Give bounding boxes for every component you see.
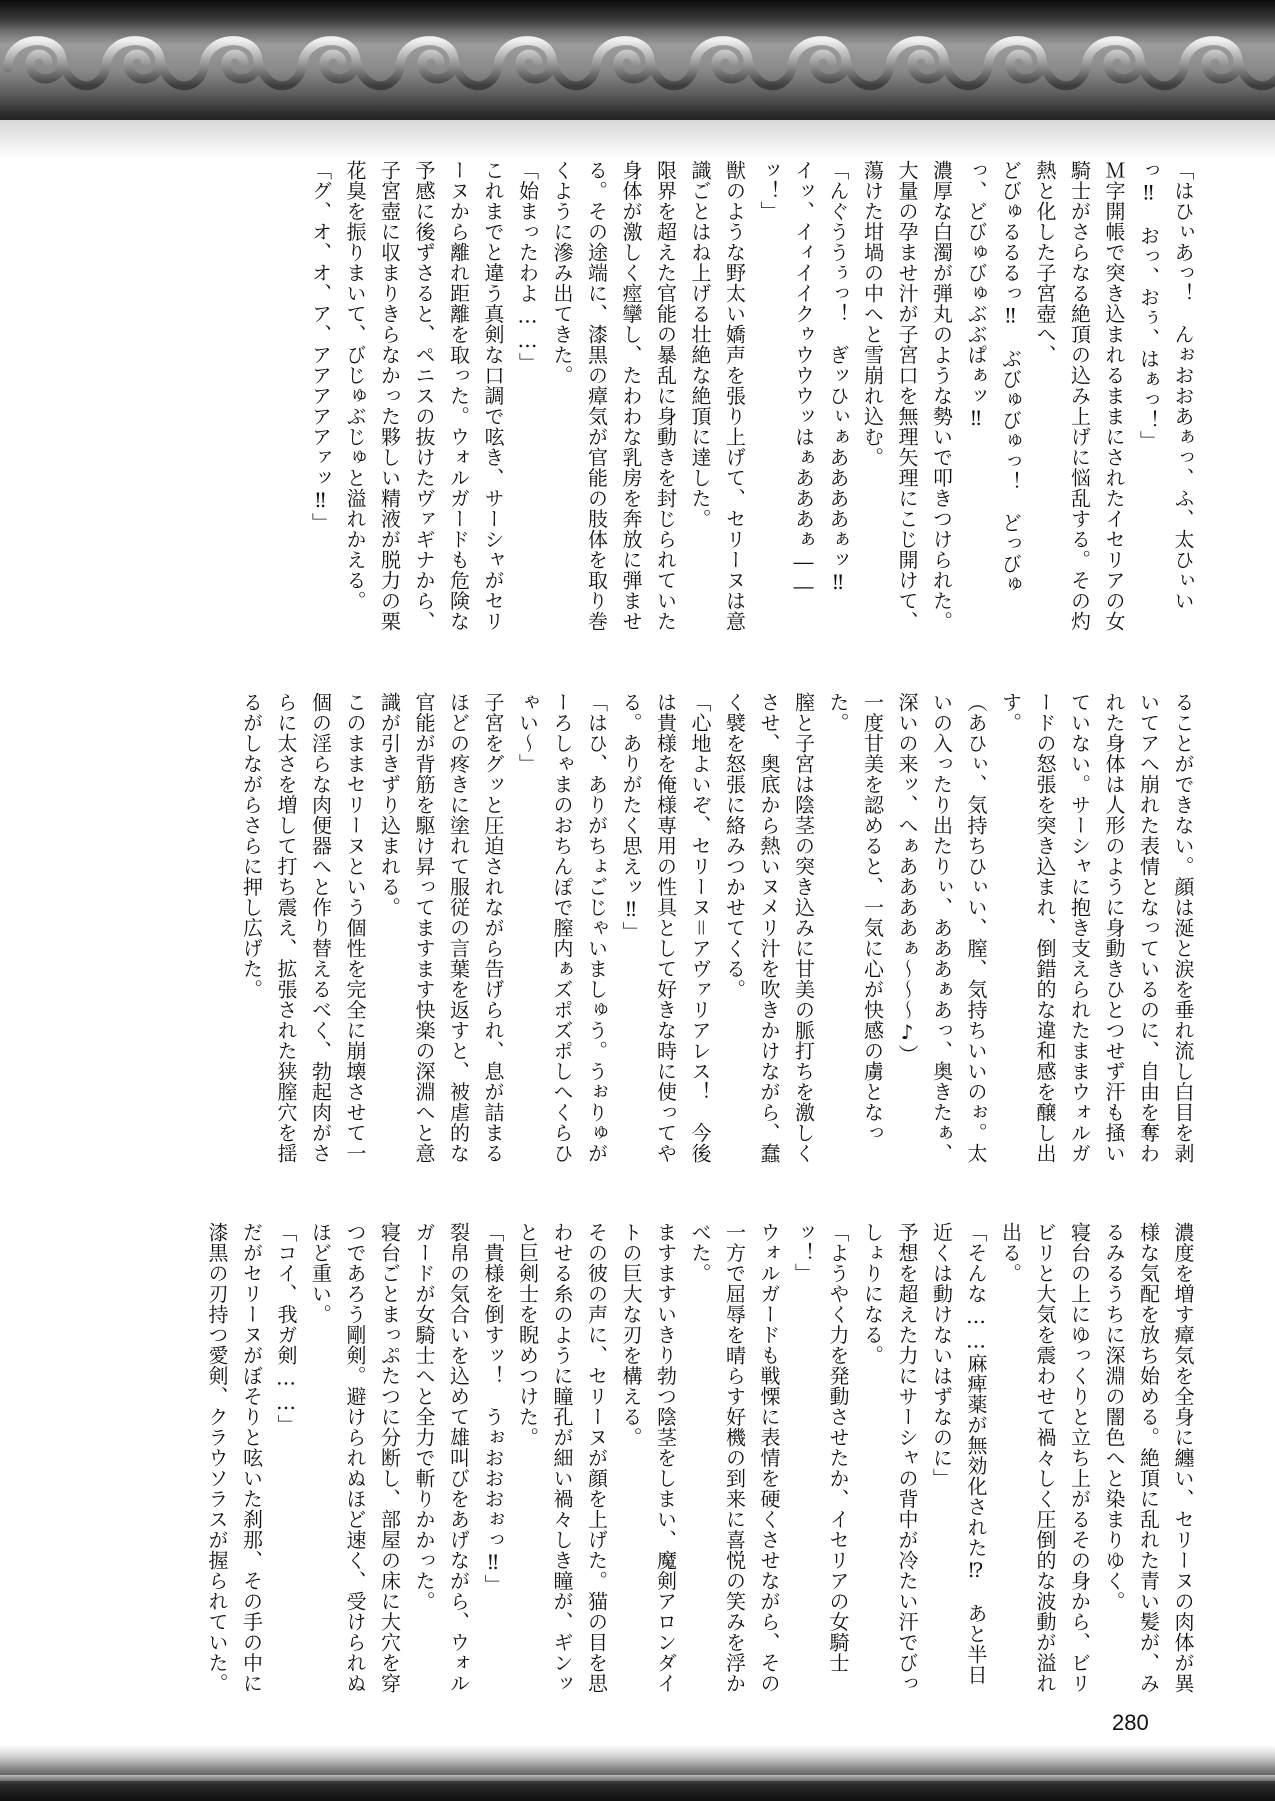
paragraph: 濃厚な白濁が弾丸のような勢いで叩きつけられた。 [929,160,954,632]
knot-segment [694,41,792,86]
text-tier-bottom [150,1222,1200,1694]
paragraph: これまでと違う真剣な口調で呟き、サーシャがセリーヌから離れ距離を取った。ウォルガードも危険な予感に後ずさると、ペニスの抜けたヴァギナから、子宮壺に収まりきらなかった夥しい精液が脱力の栗花臭を振りまいて、びじゅぶじゅと溢れかえる。 [343,160,505,632]
paragraph: ますますいきり勃つ陰茎をしまい、魔剣アロンダイトの巨大な刃を構える。 [619,1222,678,1694]
paragraph: 「そんな……麻痺薬が無効化された⁉ あと半日近くは動けないはずなのに」 [929,1222,988,1685]
paragraph: 裂帛の気合いを込めて雄叫びをあげながら、ウォルガードが女騎士へと全力で斬りかかった。 [412,1222,471,1694]
paragraph: 子宮をグッと圧迫されながら告げられ、息が詰まるほどの疼きに塗れて服従の言葉を返すと、被虐的な官能が背筋を駆け昇ってますます快楽の深淵へと意識が引きずり込まれる。 [377,692,505,1164]
paragraph: 「はひぃあっ！ んぉおおあぁっ、ふ、太ひぃいっ‼ おっ、おぅ、はぁっ！」 [1136,160,1195,611]
knot-segment [8,41,106,86]
paragraph: 「ようやく力を発動させたか、イセリアの女騎士ッ！」 [791,1222,850,1673]
text-tier-middle [150,692,1200,1164]
knot-segment [106,41,204,86]
header-ornament-band [0,0,1275,130]
paragraph: Ｍ字開帳で突き込まれるままにされたイセリアの女騎士がさらなる絶頂の込み上げに悩乱する。その灼熱と化した子宮壺へ、 [1033,160,1126,632]
paragraph: 「グ、オ、オ、ア、アアアアアァッ‼」 [308,160,333,533]
knot-segment [988,41,1086,86]
knot-segment [302,41,400,86]
knot-segment [498,41,596,86]
knot-segment [792,41,890,86]
paragraph: その彼の声に、セリーヌが顔を上げた。猫の目を思わせる糸のように瞳孔が細い禍々しき瞳が、ギンッと巨剣士を睨めつけた。 [515,1222,609,1694]
paragraph: 「コイ、我ガ剣……」 [274,1222,298,1435]
paragraph: どびゅるるるっ‼ ぶびゅびゅっ！ どっびゅっ、どびゅびゅぶぶぱぁッ‼ [964,160,1023,595]
paragraph: 「心地よいぞ、セリーヌ＝アヴァリアレス！ 今後は貴様を俺様専用の性具として好きな時に使ってやる。ありがたく思えッ‼」 [619,692,712,1164]
celtic-knot-ornament [0,20,1275,110]
paragraph: 「はひ、ありがちょごじゃいましゅう。うぉりゅがーろしゃまのおちんぽで膣内ぁズポズポしへくらひゃい～」 [515,692,609,1164]
paragraph: ウォルガードも戦慄に表情を硬くさせながら、その一方で屈辱を晴らす好機の到来に喜悦の笑みを浮かべた。 [688,1222,781,1694]
knot-segment [1086,41,1184,86]
knot-segment [204,41,302,86]
paragraph: 「んぐううぅっ！ ぎッひぃぁああああぁッ‼ イッ、イィイイクゥウウウッはぁあああぁ――ッ！」 [757,160,850,615]
knot-segment [400,41,498,86]
paragraph: このままセリーヌという個性を完全に崩壊させて一個の淫らな肉便器へと作り替えるべく、勃起肉がさらに太さを増して打ち震え、拡張された狭膣穴を揺るがしながらさらに押し広げた。 [239,692,367,1164]
text-tier-top [150,160,1200,632]
paragraph: 限界を超えた官能の暴乱に身動きを封じられていた身体が激しく痙攣し、たわわな乳房を奔放に弾ませる。その途端に、漆黒の瘴気が官能の肢体を取り巻くように滲み出てきた。 [550,160,678,632]
paragraph: 予想を超えた力にサーシャの背中が冷たい汗でびっしょりになる。 [860,1222,919,1694]
paragraph: 「貴様を倒すッ！ うぉおおおぉっ‼」 [481,1222,505,1595]
paragraph: 濃度を増す瘴気を全身に纏い、セリーヌの肉体が異様な気配を放ち始める。絶頂に乱れた青い髪が、みるみるうちに深淵の闇色へと染まりゆく。 [1102,1222,1195,1694]
paragraph: 「始まったわよ……」 [515,160,540,373]
paragraph: 寝台の上にゆっくりと立ち上がるその身から、ビリビリと大気を震わせて禍々しく圧倒的な波動が溢れ出る。 [998,1222,1092,1694]
paragraph: ることができない。顔は涎と涙を垂れ流し白目を剥いてアへ崩れた表情となっているのに、自由を奪われた身体は人形のように身動きひとつせず汗も掻いていない。サーシャに抱き支えられたままウォルガードの怒張を突き込まれ、倒錯的な違和感を醸し出す。 [998,692,1195,1164]
paragraph: 膣と子宮は陰茎の突き込みに甘美の脈打ちを激しくさせ、奥底から熱いヌメリ汁を吹きかけながら、蠢く襞を怒張に絡みつかせてくる。 [722,692,816,1164]
header-shadow [0,120,1275,160]
paragraph: 一度甘美を認めると、一気に心が快感の虜となった。 [826,692,885,1143]
knot-segment [1184,41,1275,86]
knot-segment [890,41,988,86]
knot-segment [596,41,694,86]
paragraph: 大量の孕ませ汁が子宮口を無理矢理にこじ開けて、蕩けた坩堝の中へと雪崩れ込む。 [860,160,919,632]
page-number: 280 [1112,1710,1149,1735]
body-text [150,160,1200,1700]
paragraph: 獣のような野太い嬌声を張り上げて、セリーヌは意識ごとはね上げる壮絶な絶頂に達した。 [688,160,747,632]
footer-ornament-band [0,1745,1275,1801]
paragraph: （あひぃ、気持ちひぃい、膣、気持ちいいのぉ。太いの入ったり出たりぃ、あああぁあっ、奥きたぁ、深いの来ッ、へぁああああぁ～～～♪） [895,692,988,1164]
paragraph: 寝台ごとまっぷたつに分断し、部屋の床に大穴を穿つであろう剛剣。避けられぬほど速く、受けられぬほど重い。 [308,1222,402,1694]
paragraph: だがセリーヌがぼそりと呟いた刹那、その手の中に漆黒の刃持つ愛剣、クラウソラスが握られていた。 [205,1222,264,1694]
